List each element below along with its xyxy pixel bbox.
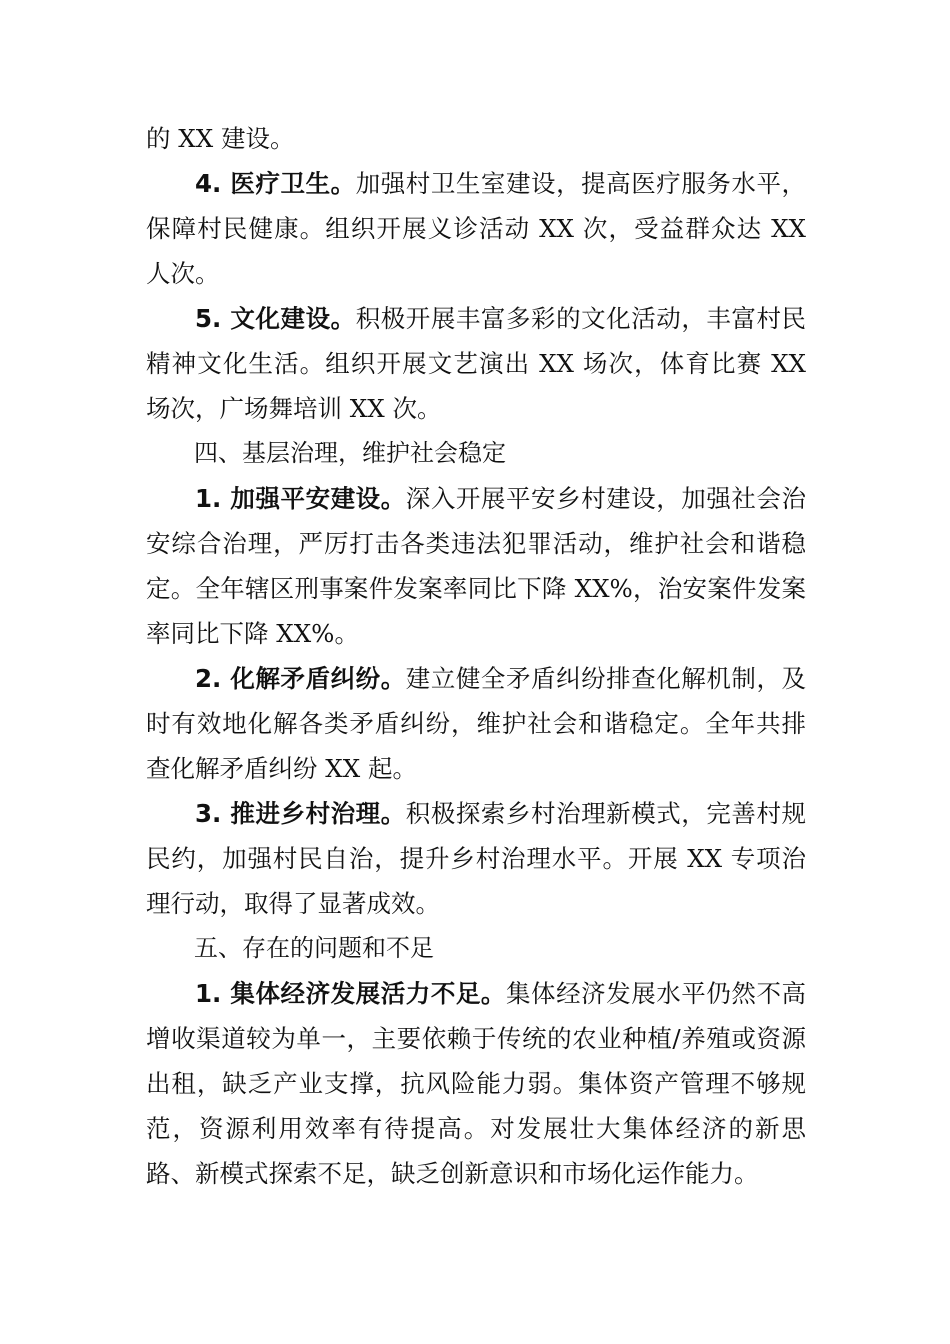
paragraph-medical-health xyxy=(146,161,806,296)
paragraph-lead: 2. 化解矛盾纠纷。 xyxy=(195,664,406,693)
paragraph-safety xyxy=(146,476,806,656)
paragraph-lead: 4. 医疗卫生。 xyxy=(195,169,356,198)
paragraph-text: 积极开展丰富多彩的文化活动，丰富村民精神文化生活。组织开展文艺演出 XX 场次，体育比赛 XX 场次，广场舞培训 XX 次。 xyxy=(146,304,807,423)
paragraph-collective-economy xyxy=(146,971,806,1196)
paragraph-culture xyxy=(146,296,806,431)
paragraph-disputes xyxy=(146,656,806,791)
paragraph-text: 积极探索乡村治理新模式，完善村规民约，加强村民自治，提升乡村治理水平。开展 XX 专项治理行动，取得了显著成效。 xyxy=(146,799,807,918)
paragraph-text: 深入开展平安乡村建设，加强社会治安综合治理，严厉打击各类违法犯罪活动，维护社会和谐稳定。全年辖区刑事案件发案率同比下降 XX%，治安案件发案率同比下降 XX%。 xyxy=(146,484,807,648)
paragraph-continuation xyxy=(146,116,806,161)
section-heading-governance xyxy=(146,431,806,476)
paragraph-lead: 1. 集体经济发展活力不足。 xyxy=(195,979,506,1008)
section-heading-text: 五、存在的问题和不足 xyxy=(194,934,434,962)
section-heading-text: 四、基层治理，维护社会稳定 xyxy=(194,439,506,467)
paragraph-rural-governance xyxy=(146,791,806,926)
paragraph-lead: 3. 推进乡村治理。 xyxy=(195,799,406,828)
paragraph-text: 加强村卫生室建设，提高医疗服务水平，保障村民健康。组织开展义诊活动 XX 次，受益群众达 XX 人次。 xyxy=(146,169,807,288)
paragraph-text: 集体经济发展水平仍然不高增收渠道较为单一，主要依赖于传统的农业种植/养殖或资源出租，缺乏产业支撑，抗风险能力弱。集体资产管理不够规范，资源利用效率有待提高。对发展壮大集体经济的新思路、新模式探索不足，缺乏创新意识和市场化运作能力。 xyxy=(146,979,806,1188)
paragraph-text: 的 XX 建设。 xyxy=(146,124,295,153)
paragraph-lead: 5. 文化建设。 xyxy=(195,304,356,333)
document-page xyxy=(146,116,806,1196)
paragraph-lead: 1. 加强平安建设。 xyxy=(195,484,406,513)
paragraph-text: 建立健全矛盾纠纷排查化解机制，及时有效地化解各类矛盾纠纷，维护社会和谐稳定。全年共排查化解矛盾纠纷 XX 起。 xyxy=(146,664,807,783)
section-heading-problems xyxy=(146,926,806,971)
